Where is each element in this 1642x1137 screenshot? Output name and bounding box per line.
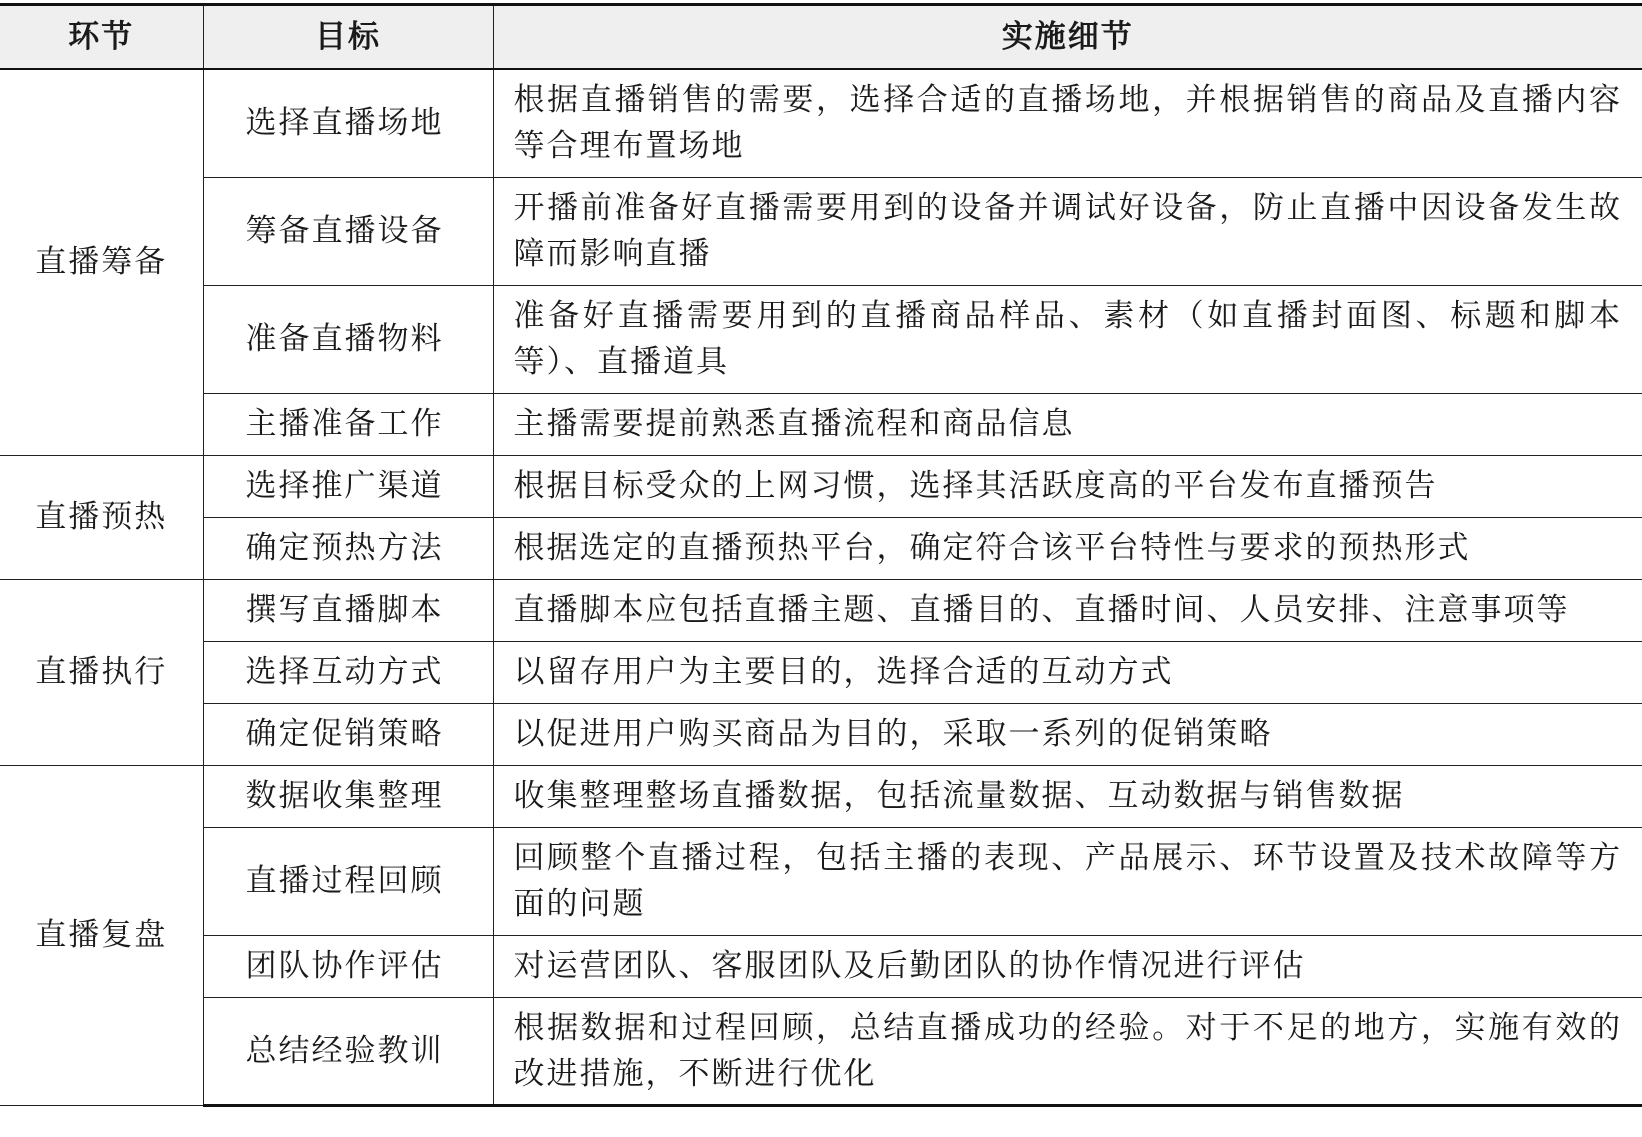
table-row	[0, 703, 1642, 765]
goal-cell: 团队协作评估	[203, 935, 493, 997]
goal-cell: 选择直播场地	[203, 69, 493, 177]
phase-cell-warmup: 直播预热	[0, 455, 203, 579]
goal-cell: 确定促销策略	[203, 703, 493, 765]
goal-cell: 确定预热方法	[203, 517, 493, 579]
table-row	[0, 827, 1642, 935]
phase-cell-execution: 直播执行	[0, 579, 203, 765]
table-row	[0, 393, 1642, 455]
table-row	[0, 935, 1642, 997]
detail-cell: 根据选定的直播预热平台，确定符合该平台特性与要求的预热形式	[493, 517, 1642, 579]
header-goal: 目标	[203, 5, 493, 70]
detail-cell: 准备好直播需要用到的直播商品样品、素材（如直播封面图、标题和脚本等）、直播道具	[493, 285, 1642, 393]
detail-cell: 收集整理整场直播数据，包括流量数据、互动数据与销售数据	[493, 765, 1642, 827]
goal-cell: 选择互动方式	[203, 641, 493, 703]
table-row	[0, 579, 1642, 641]
detail-cell: 回顾整个直播过程，包括主播的表现、产品展示、环节设置及技术故障等方面的问题	[493, 827, 1642, 935]
header-row	[0, 5, 1642, 70]
detail-cell: 根据目标受众的上网习惯，选择其活跃度高的平台发布直播预告	[493, 455, 1642, 517]
detail-cell: 以留存用户为主要目的，选择合适的互动方式	[493, 641, 1642, 703]
phase-cell-review: 直播复盘	[0, 765, 203, 1105]
detail-cell: 开播前准备好直播需要用到的设备并调试好设备，防止直播中因设备发生故障而影响直播	[493, 177, 1642, 285]
goal-cell: 总结经验教训	[203, 997, 493, 1105]
table-row	[0, 517, 1642, 579]
goal-cell: 准备直播物料	[203, 285, 493, 393]
table-row	[0, 455, 1642, 517]
goal-cell: 选择推广渠道	[203, 455, 493, 517]
table-row	[0, 177, 1642, 285]
table-row	[0, 765, 1642, 827]
goal-cell: 筹备直播设备	[203, 177, 493, 285]
detail-cell: 对运营团队、客服团队及后勤团队的协作情况进行评估	[493, 935, 1642, 997]
detail-cell: 主播需要提前熟悉直播流程和商品信息	[493, 393, 1642, 455]
detail-cell: 以促进用户购买商品为目的，采取一系列的促销策略	[493, 703, 1642, 765]
table-row	[0, 285, 1642, 393]
table-row	[0, 997, 1642, 1105]
goal-cell: 撰写直播脚本	[203, 579, 493, 641]
live-stream-process-table	[0, 3, 1642, 1107]
table-row	[0, 641, 1642, 703]
detail-cell: 直播脚本应包括直播主题、直播目的、直播时间、人员安排、注意事项等	[493, 579, 1642, 641]
header-phase: 环节	[0, 5, 203, 70]
table-row	[0, 69, 1642, 177]
header-detail: 实施细节	[493, 5, 1642, 70]
detail-cell: 根据数据和过程回顾，总结直播成功的经验。对于不足的地方，实施有效的改进措施，不断进行优化	[493, 997, 1642, 1105]
goal-cell: 数据收集整理	[203, 765, 493, 827]
goal-cell: 主播准备工作	[203, 393, 493, 455]
detail-cell: 根据直播销售的需要，选择合适的直播场地，并根据销售的商品及直播内容等合理布置场地	[493, 69, 1642, 177]
goal-cell: 直播过程回顾	[203, 827, 493, 935]
phase-cell-prep: 直播筹备	[0, 69, 203, 455]
